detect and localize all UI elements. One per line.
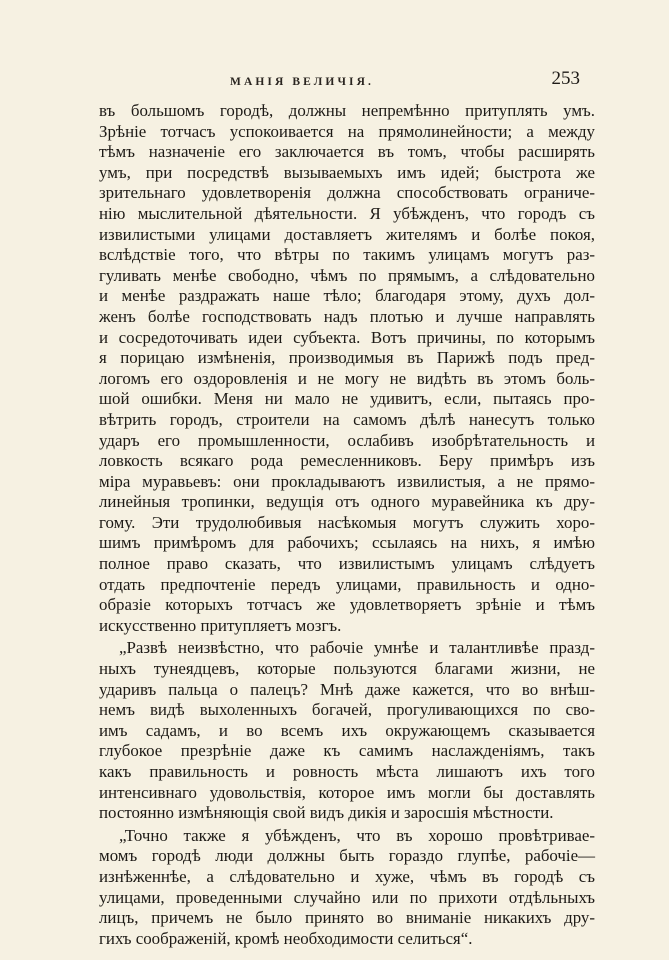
text-line: ловкость всякаго рода ремесленниковъ. Беру примѣръ изъ (99, 451, 595, 471)
text-line: отдать предпочтеніе передъ улицами, правильность и одно- (99, 574, 595, 594)
text-line: лицъ, причемъ не было принято во вниманіе никакихъ дру- (99, 908, 595, 928)
text-line: полное право сказать, что извилистымъ улицамъ слѣдуетъ (99, 554, 595, 574)
text-line: зрительнаго удовлетворенія должна способствовать ограниче- (99, 183, 595, 203)
paragraph (99, 638, 595, 823)
text-line: міра муравьевъ: они прокладываютъ извилистыя, а не прямо- (99, 471, 595, 491)
text-line: и сосредоточивать идеи субъекта. Вотъ причины, по которымъ (99, 327, 595, 347)
text-line: гихъ соображеній, кромѣ необходимости селиться“. (99, 928, 473, 948)
text-line: ударъ его промышленности, ослабивъ изобрѣтательность и (99, 430, 595, 450)
page-header (100, 68, 580, 92)
text-line: тѣмъ назначеніе его заключается въ томъ, чтобы расширять (99, 142, 595, 162)
text-line: глубокое презрѣніе даже къ самимъ наслажденіямъ, такъ (99, 741, 595, 761)
text-line: нію мыслительной дѣятельности. Я убѣжденъ, что городъ съ (99, 203, 595, 223)
text-line: гому. Эти трудолюбивыя насѣкомыя могутъ служить хоро- (99, 512, 595, 532)
text-line: изнѣженнѣе, а слѣдовательно и хуже, чѣмъ въ городѣ съ (99, 866, 595, 886)
text-line: шимъ примѣромъ для рабочихъ; ссылаясь на нихъ, я имѣю (99, 533, 595, 553)
text-line: вѣтрить городъ, строители на самомъ дѣлѣ нанесутъ только (99, 409, 595, 429)
text-line: имъ садамъ, и во всемъ ихъ окружающемъ сказывается (99, 720, 595, 740)
text-line: „Развѣ неизвѣстно, что рабочіе умнѣе и талантливѣе празд- (119, 638, 595, 658)
text-line: искусственно притупляетъ мозгъ. (99, 615, 342, 635)
text-line: „Точно также я убѣжденъ, что въ хорошо провѣтривае- (119, 825, 595, 845)
text-line: логомъ его оздоровленія и не могу не видѣть въ этомъ боль- (99, 368, 595, 388)
text-line: вслѣдствіе того, что вѣтры по такимъ улицамъ могутъ раз- (99, 245, 595, 265)
text-line: улицами, проведенными случайно или по прихоти отдѣльныхъ (99, 887, 595, 907)
text-line: въ большомъ городѣ, должны непремѣнно притуплять умъ. (99, 101, 595, 120)
text-line: Зрѣніе тотчасъ успокоивается на прямолинейности; а между (99, 121, 595, 141)
text-line: извилистыми улицами доставляетъ жителямъ и болѣе покоя, (99, 224, 595, 244)
text-line: умъ, при посредствѣ вызываемыхъ имъ идей; быстрота же (99, 162, 595, 182)
text-line: момъ городѣ люди должны быть гораздо глупѣе, рабочіе— (99, 846, 595, 866)
text-line: интенсивнаго удовольствія, которое имъ могли бы доставлять (99, 782, 595, 802)
text-line: образіе которыхъ тотчасъ же удовлетворяетъ зрѣніе и тѣмъ (99, 595, 595, 615)
paragraph (99, 101, 595, 636)
text-line: женъ болѣе господствовать надъ плотью и лучше направлять (99, 306, 595, 326)
text-line: ударивъ пальца о палецъ? Мнѣ даже кажется, что во внѣш- (99, 679, 595, 699)
text-line: линейныя тропинки, ведущія отъ одного муравейника къ дру- (99, 492, 595, 512)
body-text (99, 101, 595, 951)
text-line: немъ видѣ выхоленныхъ богачей, прогуливающихся по сво- (99, 700, 595, 720)
running-head: МАНІЯ ВЕЛИЧІЯ. (230, 76, 374, 88)
text-line: гуливать менѣе свободно, чѣмъ по прямымъ, а слѣдовательно (99, 265, 595, 285)
text-line: шой ошибки. Меня ни мало не удивитъ, если, пытаясь про- (99, 389, 595, 409)
page-number: 253 (551, 68, 580, 89)
text-line: ныхъ тунеядцевъ, которые пользуются благами жизни, не (99, 659, 595, 679)
text-line: и менѣе раздражать наше тѣло; благодаря этому, духъ дол- (99, 286, 595, 306)
text-line: постоянно измѣняющія свой видъ дикія и заросшія мѣстности. (99, 803, 554, 823)
text-line: какъ правильность и ровность мѣста лишаютъ ихъ того (99, 762, 595, 781)
text-line: я порицаю измѣненія, производимыя въ Парижѣ подъ пред- (99, 348, 595, 368)
paragraph (99, 826, 595, 950)
